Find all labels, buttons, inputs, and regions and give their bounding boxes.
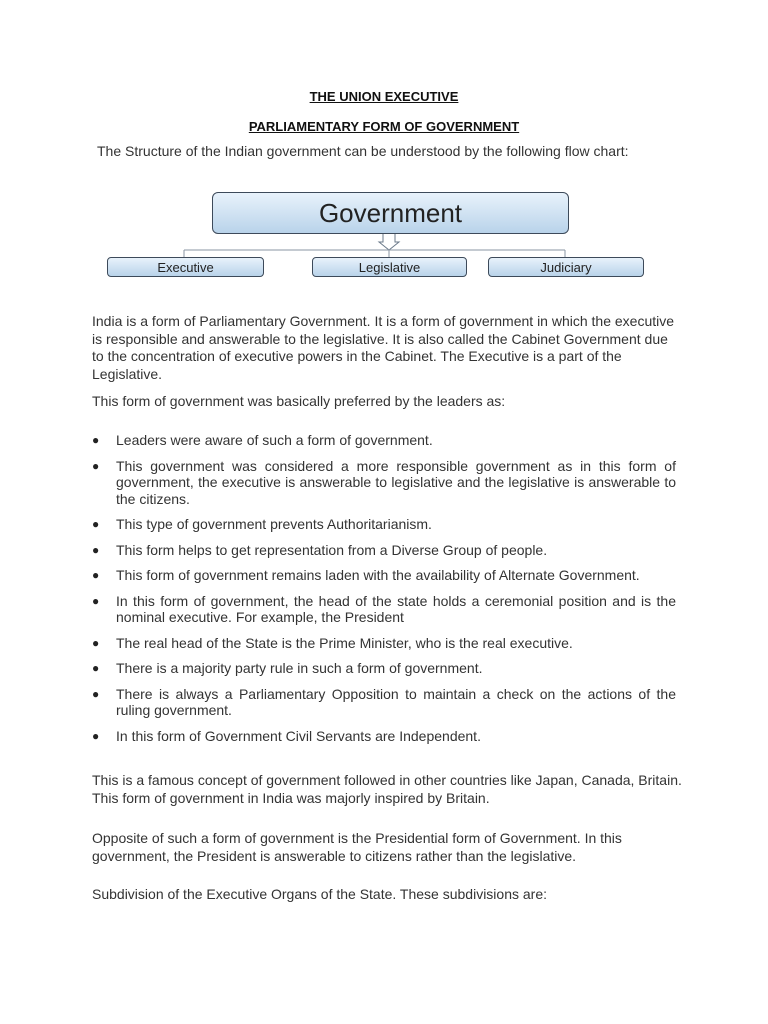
down-arrow-icon	[379, 232, 399, 250]
bullet-icon: ●	[92, 661, 100, 675]
bullet-icon: ●	[92, 458, 100, 473]
paragraph-presidential: Opposite of such a form of government is the Presidential form of Government. In this government, the President is answerable to citizens rather than the legislative.	[92, 830, 622, 864]
bullet-icon: ●	[92, 686, 100, 701]
node-government: Government	[212, 192, 569, 234]
list-item: ● This form helps to get representation from a Diverse Group of people.	[92, 541, 548, 558]
list-item: ● This type of government prevents Authoritarianism.	[92, 516, 432, 532]
document-title: THE UNION EXECUTIVE	[309, 89, 459, 104]
bullet-icon: ●	[92, 728, 100, 743]
list-item: ● In this form of Government Civil Servants are Independent.	[92, 727, 481, 744]
bullet-icon: ●	[92, 433, 100, 447]
intro-text: The Structure of the Indian government can be understood by the following flow chart:	[97, 143, 629, 159]
list-item: ● The real head of the State is the Prime Minister, who is the real executive.	[92, 634, 573, 651]
government-flow-chart	[100, 190, 660, 280]
paragraph-parliamentary: India is a form of Parliamentary Government. It is a form of government in which the executive is responsible and answerable to the legislative. It is also called the Cabinet Government due to the concentration of executive powers in the Cabinet. The Executive is a part of the Legislative.	[92, 313, 675, 382]
list-item: ● In this form of government, the head of the state holds a ceremonial position and is the nominal executive. For example, the President	[92, 592, 676, 625]
bullet-icon: ●	[92, 593, 100, 608]
bullet-icon: ●	[92, 542, 100, 557]
paragraph-preferred: This form of government was basically preferred by the leaders as:	[92, 393, 506, 409]
list-item: ● This government was considered a more responsible government as in this form of government, the executive is answerable to legislative and the legislative is answerable to the citizens.	[92, 457, 676, 507]
paragraph-other-countries: This is a famous concept of government followed in other countries like Japan, Canada, Britain. This form of government in India was majorly inspired by Britain.	[92, 772, 682, 806]
list-item: ● This form of government remains laden with the availability of Alternate Government.	[92, 567, 640, 583]
bullet-icon: ●	[92, 568, 100, 582]
node-judiciary: Judiciary	[488, 257, 644, 277]
node-legislative: Legislative	[312, 257, 467, 277]
list-item: ● There is always a Parliamentary Opposition to maintain a check on the actions of the ruling government.	[92, 685, 676, 718]
node-executive: Executive	[107, 257, 264, 277]
list-item: ● Leaders were aware of such a form of government.	[92, 432, 433, 448]
list-item: ● There is a majority party rule in such a form of government.	[92, 660, 483, 676]
bullet-icon: ●	[92, 517, 100, 531]
document-subtitle: PARLIAMENTARY FORM OF GOVERNMENT	[248, 119, 520, 134]
bullet-icon: ●	[92, 635, 100, 650]
paragraph-subdivision: Subdivision of the Executive Organs of the State. These subdivisions are:	[92, 886, 547, 902]
reasons-list	[92, 432, 676, 753]
